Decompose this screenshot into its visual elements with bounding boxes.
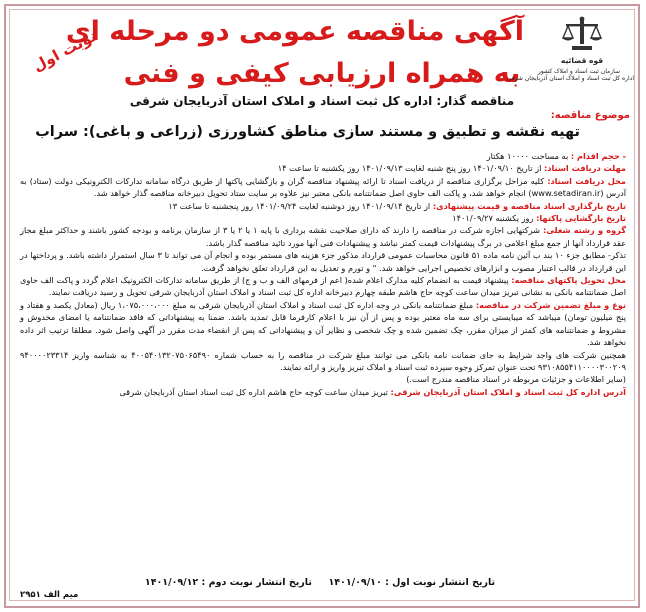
issue-badge: نوبت اول <box>29 26 100 76</box>
item-job-group: گروه و رشته شغلی: شرکتهایی اجازه شرکت در مناقصه را دارند که دارای صلاحیت نقشه برداری با پایه ۱ یا ۲ یا ۳ از سازمان برنامه و بودجه کشور باشند و حداکثر مبلغ مجاز عقد قرارداد آنها از جمع مبلغ اعلامی در برگ پیشنهادات قیمت کمتر نباشد و پیشنهادات فنی آنها مورد تائید مناقصه گذار باشد. <box>20 225 627 248</box>
item-doc-location: محل دریافت اسناد: کلیه مراحل برگزاری مناقصه از دریافت اسناد تا ارائه پیشنهاد مناقصه گران و بازگشایی پاکتها از طریق درگاه سامانه تدارکات الکترونیکی دولت (ستاد) به آدرس (www.setadiran.ir) انجام خواهد شد، و پاکت الف حاوی اصل ضمانتنامه بانکی معتبر نیز علاوه بر سایت ستاد تحویل دبیرخانه مناقصه گذار خواهد شد. <box>20 175 626 199</box>
tender-authority: مناقصه گذار: اداره کل ثبت اسناد و املاک استان آذربایجان شرقی <box>129 94 515 108</box>
emblem-subcaption: سازمان ثبت اسناد و املاک کشور اداره کل ثبت اسناد و املاک استان آذربایجان شرقی <box>506 68 634 82</box>
item-opening-date: تاریخ بازگشایی پاکتها: روز یکشنبه ۱۴۰۱/۰۹/۲۷ <box>452 213 626 224</box>
tender-subject: تهیه نقشه و تطبیق و مستند سازی مناطق کشاورزی (زراعی و باغی): سراب <box>35 124 580 140</box>
item-other-info: (سایر اطلاعات و جزئیات مربوطه در اسناد مناقصه مندرج است.) <box>406 374 626 385</box>
headline-line1: آگهی مناقصه عمومی دو مرحله ای <box>65 16 524 47</box>
item-doc-deadline: مهلت دریافت اسناد: از تاریخ ۱۴۰۱/۰۹/۱۰ روز پنج شنبه لغایت ۱۴۰۱/۰۹/۱۳ روز یکشنبه تا ساعت ۱۴ <box>277 163 626 174</box>
item-guarantee: نوع و مبلغ تضمین شرکت در مناقصه: مبلغ ضمانتنامه بانکی در وجه اداره کل ثبت اسناد و املاک استان آذربایجان شرقی به مبلغ ۱،۰۷۵،۰۰۰،۰۰۰ ریال (معادل یکصد و هفتاد و پنج میلیون تومان) میباشد که میبایستی برای سه ماه معتبر بوده و پس از آن نیز با اعلام کارفرما قابل تمدید باشد. ضمنا به پیشنهاداتی که فاقد ضمانتنامه یا امضای مخدوش و مشروط و ضمانتنامه های کمتر از میزان مقرر، چک تضمین شده و چک شخصی و نظایر آن و پیشنهاداتی که پس از انقضاء مدت مقرر در آگهی واصل شود. مطلقا ترتیب اثر داده نخواهد شد. <box>20 299 627 348</box>
emblem-caption: قوه قضائیه <box>560 56 604 65</box>
subject-label: موضوع مناقصه: <box>550 110 630 121</box>
publication-dates: تاریخ انتشار نوبت اول : ۱۴۰۱/۰۹/۱۰ تاریخ انتشار نوبت دوم : ۱۴۰۱/۰۹/۱۲ <box>144 577 496 588</box>
notice-body <box>20 150 626 398</box>
item-delivery-location: محل تحویل پاکتهای مناقصه: پیشنهاد قیمت به انضمام کلیه مدارک اعلام شده( اعم از فرمهای الف و ب و ج) از طریق سامانه تدارکات الکترونیک اعلام گردد و پاکت الف حاوی اصل ضمانتنامه بانکی به نشانی تبریز میدان ساعت کوچه حاج هاشم طبقه چهارم دبیرخانه اداره کل ثبت اسناد و املاک استان آذربایجان شرقی تحویل و رسید دریافت نمایند. <box>20 275 626 298</box>
item-volume: - حجم اقدام : به مساحت ۱۰۰۰۰ هکتار <box>486 151 626 161</box>
ad-code: میم الف ۲۹۵۱ <box>20 590 79 600</box>
item-upload-dates: تاریخ بارگذاری اسناد مناقصه و قیمت پیشنهادی: از تاریخ ۱۴۰۱/۰۹/۱۴ روز دوشنبه لغایت ۱۴۰۱/۰۹/۲۴ روز پنجشنبه تا ساعت ۱۳ <box>168 200 626 211</box>
item-address: آدرس اداره کل ثبت اسناد و املاک استان آذربایجان شرقی: تبریز میدان ساعت کوچه حاج هاشم اداره کل ثبت اسناد استان آذربایجان شرقی <box>119 386 626 397</box>
item-note: تذکر- مطابق جزء ۱۰ بند ب آئین نامه ماده ۵۱ قانون محاسبات عمومی قرارداد مذکور جزء هزینه های مستمر بوده و انجام آن می تواند تا ۳ سال استمرار داشته باشد. و پرداختها در این قرارداد در قالب اعتبار مصوب و ابزارهای تخصیص اجرایی خواهد شد. " و تورم و تعدیل به این قرارداد تعلق نخواهد گرفت. <box>20 250 626 273</box>
item-deposit-account: همچنین شرکت های واجد شرایط به جای ضمانت نامه بانکی می توانند مبلغ شرکت در مناقصه را به حساب شماره ۴۰۰۵۴۰۱۳۲۰۷۵۰۶۵۴۹۰ به شناسه واریز ۹۴۰۰۰۰۲۳۳۱۴ ۹۳۱۰۸۵۵۴۱۱۰۰۰۰۳۰۰۲۰۹ تحت عنوان تمرکز وجوه سپرده ثبت اسناد و املاک تبریز واریز و ارائه نمایند. <box>20 349 626 372</box>
judiciary-emblem-icon <box>560 16 604 54</box>
headline-line2: به همراه ارزیابی کیفی و فنی <box>123 58 521 89</box>
